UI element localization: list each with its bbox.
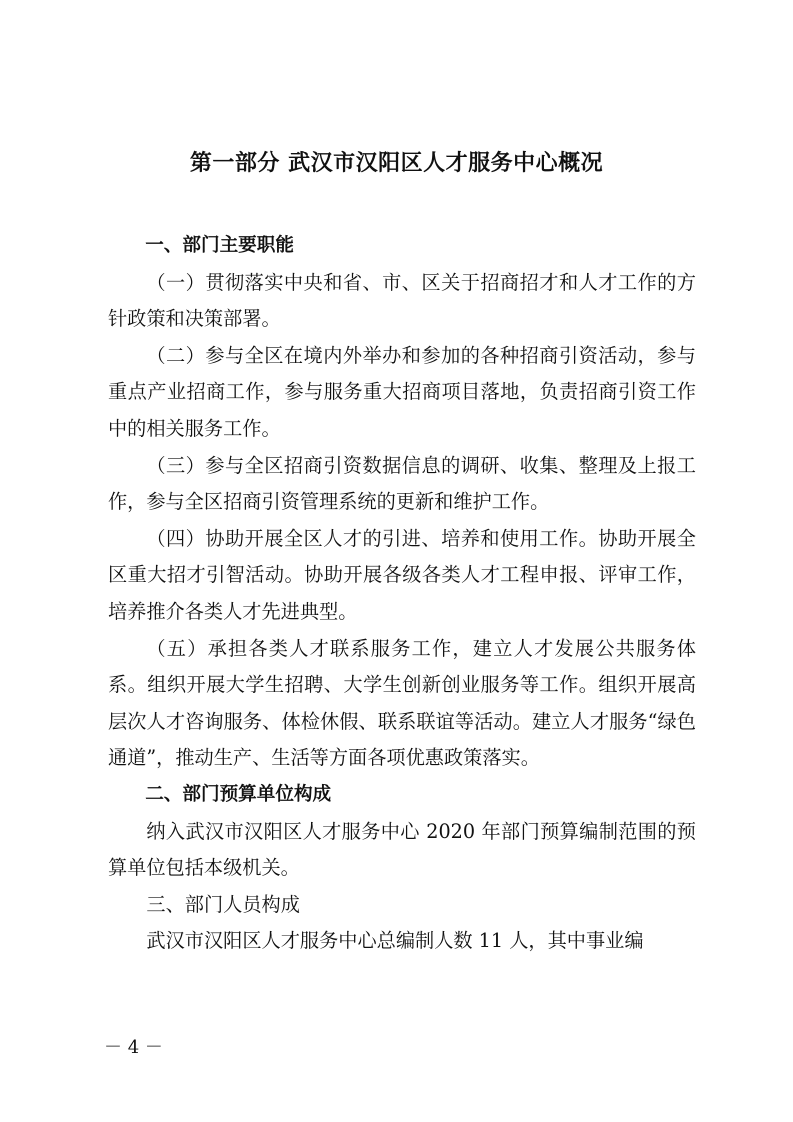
function-item-2: （二）参与全区在境内外举办和参加的各种招商引资活动，参与重点产业招商工作，参与服务重大招商项目落地，负责招商引资工作中的相关服务工作。 xyxy=(108,343,696,440)
function-item-1: （一）贯彻落实中央和省、市、区关于招商招才和人才工作的方针政策和决策部署。 xyxy=(108,270,696,331)
budget-units-paragraph: 纳入武汉市汉阳区人才服务中心 2020 年部门预算编制范围的预算单位包括本级机关。 xyxy=(108,819,696,880)
section-heading-budget-units: 二、部门预算单位构成 xyxy=(145,783,332,805)
document-body xyxy=(108,228,696,960)
page-title: 第一部分 武汉市汉阳区人才服务中心概况 xyxy=(189,151,604,176)
function-item-3: （三）参与全区招商引资数据信息的调研、收集、整理及上报工作，参与全区招商引资管理系统的更新和维护工作。 xyxy=(108,453,696,514)
function-item-4: （四）协助开展全区人才的引进、培养和使用工作。协助开展全区重大招才引智活动。协助开展各级各类人才工程申报、评审工作，培养推介各类人才先进典型。 xyxy=(108,526,696,623)
section-heading-functions: 一、部门主要职能 xyxy=(145,235,294,256)
page-number: － 4 － xyxy=(104,1037,163,1058)
section-heading-personnel: 三、部门人员构成 xyxy=(146,892,300,916)
function-item-5: （五）承担各类人才联系服务工作，建立人才发展公共服务体系。组织开展大学生招聘、大学生创新创业服务等工作。组织开展高层次人才咨询服务、体检休假、联系联谊等活动。建立人才服务“绿色通道”，推动生产、生活等方面各项优惠政策落实。 xyxy=(108,636,696,770)
personnel-paragraph: 武汉市汉阳区人才服务中心总编制人数 11 人，其中事业编 xyxy=(146,929,644,953)
